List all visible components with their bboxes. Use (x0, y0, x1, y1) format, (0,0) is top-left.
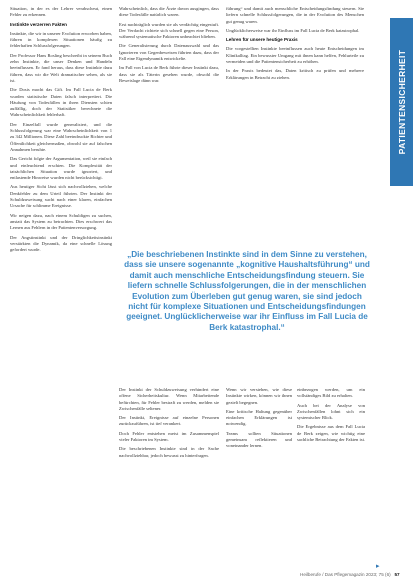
article-column-1 (10, 6, 112, 568)
paragraph: Aus heutiger Sicht lässt sich nachvollziehen, welche Denkfehler zu dem Urteil führten. Der Instinkt der Schuldzuweisung sucht nach einer klaren, einfachen Ursache für schlimme Ereignisse. (10, 184, 112, 209)
paragraph: Die Generalisierung durch Datenauswahl und das Ignorieren von Gegenbeweisen führten dazu, dass der Fall eine Eigendynamik entwickelte. (119, 43, 219, 62)
article-column-2-bottom (119, 387, 219, 569)
paragraph: Der Einzelfall wurde generalisiert, und die Schlussfolgerung war eine Wahrscheinlichkeit von 1 zu 342 Millionen. Diese Zahl beeindruckte Richter und Öffentlichkeit gleichermaßen, obwohl sie auf falschen Annahmen beruhte. (10, 121, 112, 152)
paragraph: einbezogen werden, um ein vollständiges Bild zu erhalten. (297, 387, 365, 399)
paragraph: Unglücklicherweise war ihr Einfluss im Fall Lucia de Berk katastrophal. (226, 27, 360, 33)
paragraph: Die beschriebenen Instinkte sind in der Sache nachvollziehbar, jedoch bewusst zu hinterfragen. (119, 446, 219, 458)
paragraph: Die vorgestellten Instinkte beeinflussen auch heute Entscheidungen im Klinikalltag. Ein bewusster Umgang mit ihnen kann helfen, Fehlurteile zu vermeiden und die Patientensicherheit zu erhöhen. (226, 46, 364, 65)
section-heading: Instinkte verzerren Fakten (10, 21, 67, 27)
paragraph: In der Praxis bedeutet das, Daten kritisch zu prüfen und mehrere Erklärungen in Betracht zu ziehen. (226, 68, 364, 80)
paragraph: Wahrscheinlich, dass die Ärzte davon ausgingen, dass diese Todesfälle natürlich waren. (119, 6, 219, 18)
paragraph: Das Gericht folgte der Argumentation, weil sie einfach und einleuchtend erschien. Die Komplexität der tatsächlichen Situation wurde ignoriert, und entlastende Hinweise wurden nicht berücksichtigt. (10, 156, 112, 181)
continue-arrow-icon: ▸ (376, 562, 380, 570)
paragraph: Eine kritische Haltung gegenüber einfachen Erklärungen ist notwendig. (226, 408, 292, 427)
paragraph: Teams sollten Situationen gemeinsam reflektieren und voneinander lernen. (226, 430, 292, 449)
paragraph: Der Professor Hans Rosling beschreibt in seinem Buch zehn Instinkte, die unser Denken und Handeln beeinflussen. Er fand heraus, dass diese Instinkte dazu führen, dass wir die Welt dramatischer sehen, als sie ist. (10, 52, 112, 83)
paragraph: Die Ergebnisse aus dem Fall Lucia de Berk zeigen, wie wichtig eine sachliche Betrachtung der Fakten ist. (297, 424, 365, 443)
paragraph: Wir neigen dazu, nach einem Schuldigen zu suchen, anstatt das System zu betrachten. Dies erschwert das Lernen aus Fehlern in der Patientenversorgung. (10, 212, 112, 231)
article-column-3-top (226, 6, 364, 242)
footer-publication: Heilberufe / Das Pflegemagazin 2023; 75 (6) (300, 572, 391, 577)
article-column-3-bottom (226, 387, 292, 569)
paragraph: führung“ und damit auch menschliche Entscheidungsfindung steuern. Sie liefern schnelle Schlussfolgerungen, die in der Evolution des Menschen gut genug waren. (226, 6, 364, 24)
section-tab (390, 18, 413, 186)
paragraph: Auch bei der Analyse von Zwischenfällen lohnt sich ein systemischer Blick. (297, 402, 365, 421)
paragraph: Erst nachträglich wurden sie als verdächtig eingestuft. Der Verdacht richtete sich schnell gegen eine Person, während systematische Faktoren unbeachtet blieben. (119, 21, 219, 40)
paragraph: Wenn wir verstehen, wie diese Instinkte wirken, können wir ihnen gezielt begegnen. (226, 387, 292, 405)
paragraph: Doch Fehler entstehen meist im Zusammenspiel vieler Faktoren im System. (119, 430, 219, 443)
paragraph: Situation, in der es der Lehrer verabscheut, einen Fehler zu erkennen. (10, 6, 112, 18)
article-column-2-top (119, 6, 219, 242)
paragraph: Die Dosis macht das Gift. Im Fall Lucia de Berk wurden statistische Daten falsch interpretiert. Die Häufung von Todesfällen in ihren Diensten schien auffällig, doch der Statistiker berechnete die Wahrscheinlichkeit fehlerhaft. (10, 87, 112, 118)
page-footer (300, 572, 400, 577)
section-heading: Lehren für unsere heutige Praxis (226, 37, 298, 43)
article-column-4-bottom (297, 387, 365, 569)
page-number: 57 (394, 572, 400, 577)
paragraph: Der Instinkt der Schuldzuweisung verhindert eine offene Sicherheitskultur. Wenn Mitarbeitende befürchten, für Fehler bestraft zu werden, melden sie Zwischenfälle seltener. (119, 387, 219, 411)
section-tab-label: PATIENTENSICHERHEIT (396, 49, 407, 155)
paragraph: Der Instinkt, Ereignisse auf einzelne Personen zurückzuführen, ist tief verankert. (119, 415, 219, 427)
pull-quote: „Die beschriebenen Instinkte sind in dem Sinne zu verstehen, dass sie unsere sogenannte „kognitive Haushaltsführung“ und damit auch menschliche Entscheidungsfindung steuern. Sie liefern schnelle Schlussfolgerungen, die in der menschlichen Evolution zum Überleben gut genug waren, sie sind jedoch nicht für komplexe Situationen und Entscheidungsfindungen geeignet. Unglücklicherweise war ihr Einfluss im Fall Lucia de Berk katastrophal.“ (124, 250, 370, 332)
paragraph: Der Angstinstinkt und der Dringlichkeitsinstinkt verstärkten die Dynamik, da eine schnelle Lösung gefordert wurde. (10, 234, 112, 253)
paragraph: Instinkte, die wir in unserer Evolution erworben haben, führen in komplexen Situationen häufig zu fehlerhaften Schlussfolgerungen. (10, 30, 112, 49)
paragraph: Im Fall von Lucia de Berk führte dieser Instinkt dazu, dass sie als Täterin gesehen wurde, obwohl die Beweislage dünn war. (119, 65, 219, 83)
